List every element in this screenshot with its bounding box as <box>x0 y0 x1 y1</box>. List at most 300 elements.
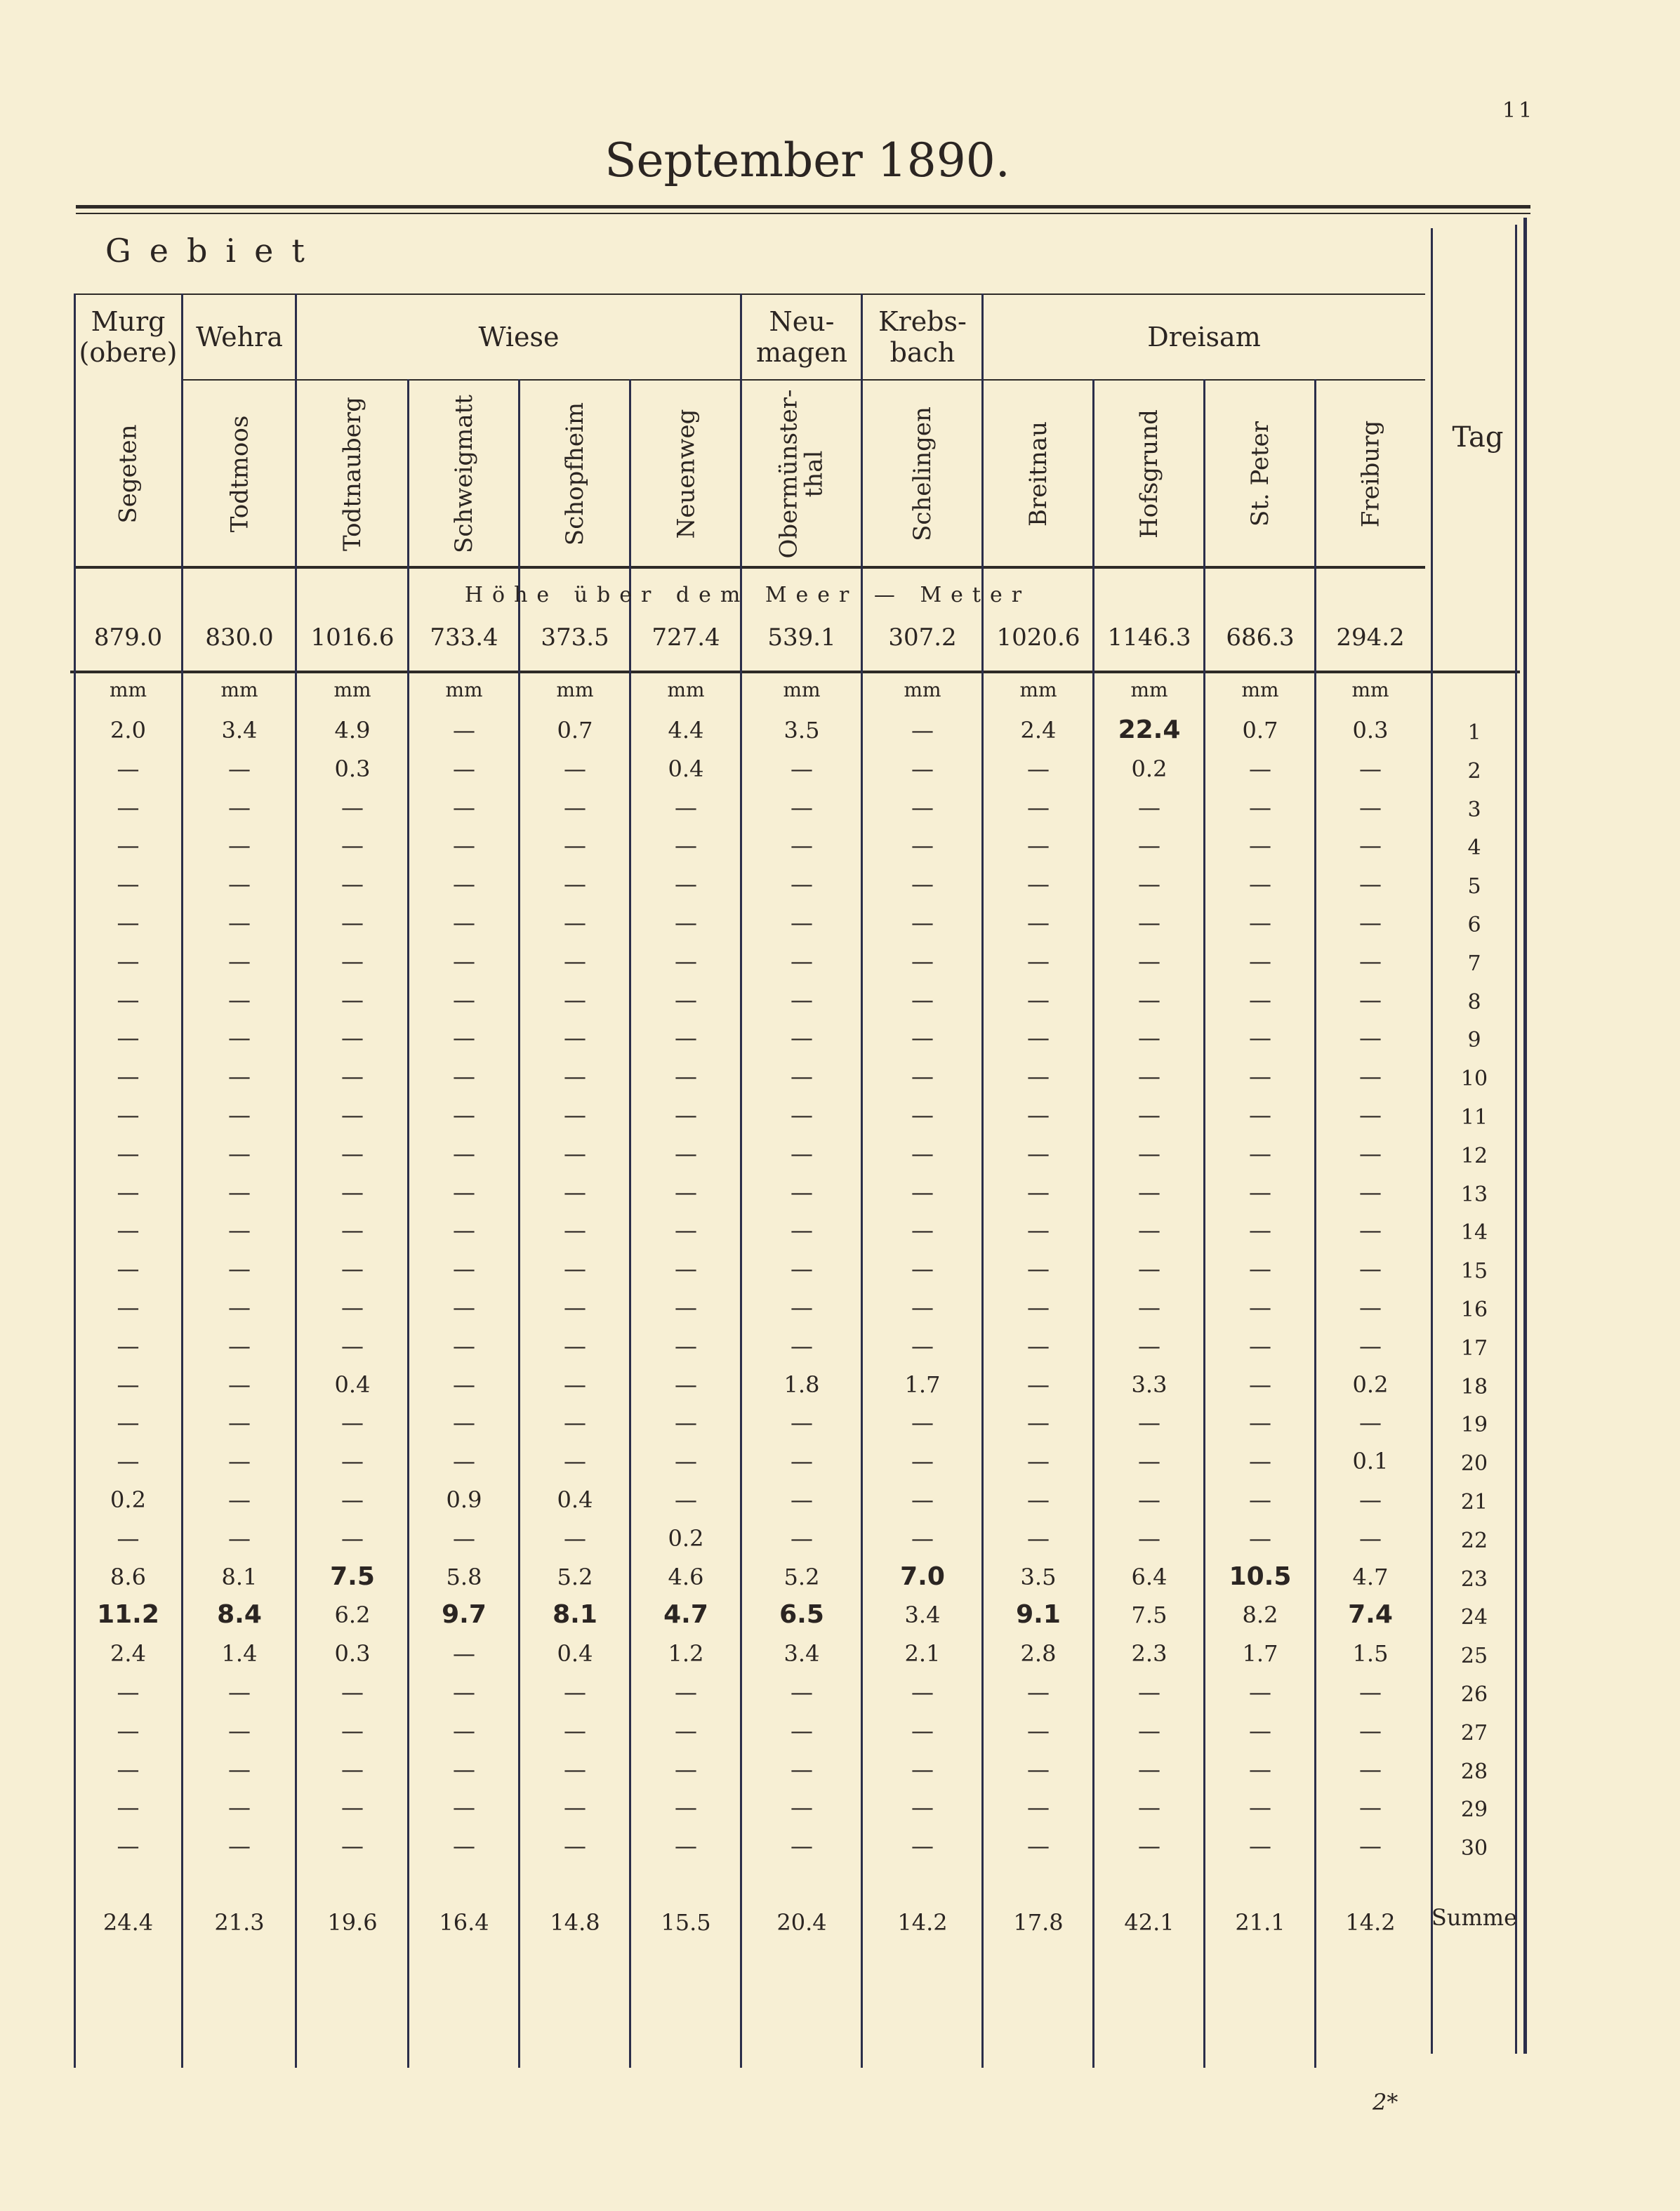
table-cell: — <box>675 1024 697 1051</box>
table-cell: — <box>1359 1525 1382 1552</box>
table-cell: — <box>1359 1679 1382 1705</box>
table-cell: — <box>453 1371 475 1398</box>
station-elevation: 294.2 <box>1336 623 1405 652</box>
station-header <box>296 386 409 562</box>
station-name: Breitnau <box>1024 421 1052 527</box>
table-cell: — <box>675 1717 697 1744</box>
table-cell: 1.2 <box>668 1640 704 1667</box>
table-cell: 0.4 <box>557 1640 593 1667</box>
table-cell: — <box>228 948 251 975</box>
table-cell: — <box>341 1717 364 1744</box>
table-cell: — <box>1249 1409 1271 1436</box>
table-cell: — <box>453 755 475 782</box>
table-cell: — <box>1027 755 1050 782</box>
table-cell: — <box>1359 1024 1382 1051</box>
summe-cell: 14.2 <box>1345 1909 1396 1936</box>
table-cell: 3.5 <box>783 717 820 744</box>
table-cell: — <box>564 1371 586 1398</box>
day-number: 27 <box>1460 1721 1488 1745</box>
station-rule <box>183 379 1425 381</box>
table-cell: 2.3 <box>1131 1640 1168 1667</box>
table-cell: — <box>911 1063 934 1090</box>
table-cell: — <box>341 1333 364 1359</box>
table-cell: — <box>564 832 586 859</box>
table-cell: — <box>675 1333 697 1359</box>
table-cell: — <box>1249 1756 1271 1783</box>
table-cell: — <box>791 1486 813 1513</box>
summe-cell: 19.6 <box>327 1909 378 1936</box>
unit-label: mm <box>1019 678 1057 701</box>
table-cell: — <box>453 1833 475 1859</box>
table-cell: — <box>911 1525 934 1552</box>
table-cell: — <box>341 1255 364 1282</box>
table-cell: — <box>453 1024 475 1051</box>
table-cell: — <box>675 1294 697 1321</box>
table-cell: — <box>1249 1179 1271 1206</box>
table-cell: — <box>453 1409 475 1436</box>
table-cell: — <box>1027 1525 1050 1552</box>
table-cell: 6.2 <box>334 1602 371 1628</box>
table-cell: — <box>453 1640 475 1667</box>
table-cell: 1.8 <box>783 1371 820 1398</box>
table-cell: — <box>1359 1333 1382 1359</box>
table-cell: — <box>1249 1333 1271 1359</box>
table-cell: — <box>1138 1255 1160 1282</box>
table-cell: 3.4 <box>221 717 258 744</box>
table-cell: — <box>1138 1486 1160 1513</box>
summe-cell: 17.8 <box>1013 1909 1064 1936</box>
table-cell: — <box>453 832 475 859</box>
table-cell: — <box>1027 1371 1050 1398</box>
table-cell: — <box>228 794 251 821</box>
table-cell: — <box>1249 1217 1271 1243</box>
table-cell: — <box>911 1255 934 1282</box>
table-cell: — <box>453 1063 475 1090</box>
table-cell: — <box>911 755 934 782</box>
day-number: 30 <box>1460 1836 1488 1861</box>
table-cell: — <box>791 948 813 975</box>
table-cell: — <box>341 1756 364 1783</box>
table-cell: — <box>117 1024 140 1051</box>
table-cell: — <box>453 1679 475 1705</box>
table-cell: — <box>117 909 140 936</box>
table-cell: — <box>1027 871 1050 897</box>
table-cell: — <box>564 1448 586 1474</box>
table-cell: 8.4 <box>217 1600 262 1629</box>
table-cell: 2.1 <box>904 1640 941 1667</box>
table-cell: — <box>341 986 364 1013</box>
unit-label: mm <box>1130 678 1168 701</box>
summe-cell: 16.4 <box>439 1909 489 1936</box>
table-cell: — <box>228 986 251 1013</box>
summe-cell: 14.8 <box>550 1909 600 1936</box>
table-cell: — <box>911 909 934 936</box>
table-cell: — <box>453 909 475 936</box>
table-cell: — <box>1027 1179 1050 1206</box>
table-cell: — <box>1249 909 1271 936</box>
table-cell: — <box>675 1140 697 1167</box>
table-cell: — <box>453 1140 475 1167</box>
table-cell: — <box>453 1179 475 1206</box>
station-elevation: 830.0 <box>205 623 274 652</box>
table-cell: — <box>564 1294 586 1321</box>
table-cell: — <box>791 1294 813 1321</box>
table-cell: — <box>228 1333 251 1359</box>
table-cell: — <box>1249 832 1271 859</box>
table-cell: — <box>791 1717 813 1744</box>
table-cell: — <box>117 755 140 782</box>
table-cell: — <box>1138 1448 1160 1474</box>
day-number: 15 <box>1460 1259 1488 1283</box>
group-label: Wehra <box>196 322 283 352</box>
table-cell: — <box>228 1179 251 1206</box>
table-cell: — <box>1138 1333 1160 1359</box>
table-cell: — <box>341 1063 364 1090</box>
unit-label: mm <box>1351 678 1389 701</box>
table-cell: — <box>1249 871 1271 897</box>
group-rule <box>74 293 1425 295</box>
day-number: 26 <box>1460 1682 1488 1707</box>
day-number: 5 <box>1467 874 1481 899</box>
table-cell: — <box>911 832 934 859</box>
table-cell: — <box>791 1024 813 1051</box>
table-cell: — <box>791 1063 813 1090</box>
table-cell: — <box>1138 1217 1160 1243</box>
table-cell: — <box>453 1102 475 1128</box>
table-cell: — <box>791 1255 813 1282</box>
table-cell: — <box>1138 1717 1160 1744</box>
table-cell: — <box>1027 1255 1050 1282</box>
table-cell: — <box>911 1486 934 1513</box>
table-cell: — <box>1027 909 1050 936</box>
station-name: Todtnauberg <box>338 397 366 551</box>
table-cell: — <box>228 1294 251 1321</box>
table-cell: — <box>564 1833 586 1859</box>
table-cell: — <box>675 1217 697 1243</box>
table-cell: — <box>1138 1525 1160 1552</box>
table-cell: — <box>117 1179 140 1206</box>
tag-header: Tag <box>1452 421 1504 454</box>
table-cell: 1.4 <box>221 1640 258 1667</box>
table-cell: — <box>228 1679 251 1705</box>
table-cell: — <box>117 1717 140 1744</box>
station-elevation: 1146.3 <box>1107 623 1191 652</box>
table-cell: — <box>341 1024 364 1051</box>
table-cell: — <box>341 832 364 859</box>
table-cell: — <box>117 1371 140 1398</box>
table-cell: 10.5 <box>1229 1562 1292 1591</box>
station-header <box>862 386 983 562</box>
gebiet-label: Gebiet <box>105 232 323 270</box>
table-cell: — <box>1359 1063 1382 1090</box>
table-cell: — <box>791 1217 813 1243</box>
table-cell: — <box>675 948 697 975</box>
table-cell: 0.2 <box>110 1486 146 1513</box>
table-cell: 0.4 <box>557 1486 593 1513</box>
table-cell: 1.5 <box>1352 1640 1389 1667</box>
station-name: Obermünster- thal <box>775 389 828 559</box>
day-number: 16 <box>1460 1298 1488 1322</box>
table-cell: 0.4 <box>334 1371 371 1398</box>
table-cell: — <box>564 1063 586 1090</box>
table-cell: — <box>564 871 586 897</box>
day-number: 3 <box>1467 798 1481 822</box>
table-cell: 0.2 <box>1131 755 1168 782</box>
table-cell: — <box>228 832 251 859</box>
table-cell: — <box>791 871 813 897</box>
unit-label: mm <box>667 678 705 701</box>
table-cell: — <box>791 1794 813 1821</box>
table-cell: — <box>1249 1102 1271 1128</box>
table-cell: — <box>564 1679 586 1705</box>
table-cell: — <box>675 1255 697 1282</box>
day-number: 17 <box>1460 1336 1488 1361</box>
table-cell: — <box>228 1409 251 1436</box>
station-elevation: 727.4 <box>652 623 720 652</box>
table-cell: — <box>228 1217 251 1243</box>
table-cell: — <box>453 1448 475 1474</box>
day-number: 1 <box>1467 720 1481 745</box>
table-cell: — <box>1359 1294 1382 1321</box>
table-cell: 0.3 <box>334 1640 371 1667</box>
table-cell: 2.8 <box>1020 1640 1057 1667</box>
station-header <box>630 386 741 562</box>
summe-cell: 42.1 <box>1124 1909 1175 1936</box>
table-cell: — <box>1249 1448 1271 1474</box>
table-cell: — <box>911 1794 934 1821</box>
table-cell: — <box>1359 794 1382 821</box>
table-cell: — <box>228 1833 251 1859</box>
table-cell: — <box>1138 1294 1160 1321</box>
summe-cell: 21.3 <box>214 1909 265 1936</box>
day-number: 2 <box>1467 759 1481 784</box>
table-cell: — <box>453 986 475 1013</box>
unit-label: mm <box>1241 678 1279 701</box>
table-cell: — <box>1027 1063 1050 1090</box>
table-cell: — <box>1249 1525 1271 1552</box>
summe-cell: 14.2 <box>897 1909 948 1936</box>
table-cell: — <box>675 832 697 859</box>
station-elevation: 733.4 <box>430 623 498 652</box>
table-cell: 3.5 <box>1020 1564 1057 1590</box>
table-cell: — <box>117 1102 140 1128</box>
elevation-rule <box>70 671 1520 673</box>
table-cell: 22.4 <box>1118 715 1181 744</box>
group-label: Dreisam <box>1147 322 1261 352</box>
table-cell: — <box>1027 986 1050 1013</box>
table-cell: — <box>564 986 586 1013</box>
table-cell: — <box>228 871 251 897</box>
table-cell: — <box>453 1525 475 1552</box>
table-cell: — <box>117 1063 140 1090</box>
table-cell: — <box>1249 1371 1271 1398</box>
table-cell: 1.7 <box>1242 1640 1278 1667</box>
table-cell: — <box>341 1525 364 1552</box>
table-cell: — <box>453 1756 475 1783</box>
table-cell: — <box>791 794 813 821</box>
day-number: 28 <box>1460 1760 1488 1784</box>
table-cell: — <box>1359 1140 1382 1167</box>
station-name: Schopfheim <box>561 402 589 546</box>
table-cell: 5.2 <box>557 1564 593 1590</box>
table-cell: — <box>911 1217 934 1243</box>
table-cell: — <box>228 1717 251 1744</box>
table-cell: — <box>675 986 697 1013</box>
table-cell: 6.4 <box>1131 1564 1168 1590</box>
table-cell: 11.2 <box>97 1600 159 1629</box>
day-number: 19 <box>1460 1413 1488 1437</box>
station-name: Segeten <box>114 424 143 524</box>
table-cell: 0.7 <box>557 717 593 744</box>
table-cell: — <box>341 1679 364 1705</box>
table-cell: — <box>911 1024 934 1051</box>
table-cell: 0.7 <box>1242 717 1278 744</box>
table-cell: 0.9 <box>446 1486 482 1513</box>
table-cell: — <box>1359 755 1382 782</box>
table-cell: — <box>1249 1255 1271 1282</box>
table-cell: — <box>228 1371 251 1398</box>
station-header <box>520 386 630 562</box>
table-cell: — <box>341 1179 364 1206</box>
unit-label: mm <box>445 678 483 701</box>
table-cell: — <box>1138 1679 1160 1705</box>
table-cell: — <box>911 1717 934 1744</box>
table-cell: 2.4 <box>110 1640 146 1667</box>
table-cell: — <box>791 1756 813 1783</box>
table-cell: — <box>1138 832 1160 859</box>
table-cell: — <box>675 1756 697 1783</box>
table-cell: — <box>911 717 934 744</box>
table-cell: 5.2 <box>783 1564 820 1590</box>
station-header <box>74 386 183 562</box>
table-cell: — <box>791 1679 813 1705</box>
table-cell: — <box>341 1486 364 1513</box>
table-cell: — <box>1027 1409 1050 1436</box>
table-cell: — <box>1359 1756 1382 1783</box>
table-cell: 8.6 <box>110 1564 146 1590</box>
table-cell: 9.7 <box>442 1600 487 1629</box>
table-cell: — <box>228 1448 251 1474</box>
table-cell: — <box>228 1140 251 1167</box>
table-cell: — <box>911 1179 934 1206</box>
table-cell: — <box>1249 1679 1271 1705</box>
day-number: 6 <box>1467 913 1481 937</box>
table-cell: — <box>564 1756 586 1783</box>
table-cell: — <box>911 948 934 975</box>
table-cell: — <box>341 1833 364 1859</box>
station-elevation: 686.3 <box>1226 623 1295 652</box>
table-cell: 0.1 <box>1352 1448 1389 1474</box>
table-cell: — <box>228 755 251 782</box>
table-cell: — <box>341 1448 364 1474</box>
table-cell: — <box>117 1448 140 1474</box>
station-header <box>1205 386 1316 562</box>
table-cell: — <box>675 871 697 897</box>
top-rule-thin <box>76 213 1530 214</box>
table-cell: 0.3 <box>334 755 371 782</box>
table-cell: — <box>1027 1333 1050 1359</box>
table-cell: — <box>117 1333 140 1359</box>
table-cell: — <box>911 1140 934 1167</box>
table-cell: — <box>117 1525 140 1552</box>
table-cell: — <box>1359 1255 1382 1282</box>
table-cell: — <box>341 948 364 975</box>
table-cell: — <box>1249 1794 1271 1821</box>
table-cell: — <box>117 1679 140 1705</box>
table-cell: 4.6 <box>668 1564 704 1590</box>
table-cell: — <box>675 794 697 821</box>
table-cell: — <box>1027 1794 1050 1821</box>
station-header <box>983 386 1094 562</box>
table-cell: — <box>1138 986 1160 1013</box>
table-cell: — <box>791 1333 813 1359</box>
day-number: 13 <box>1460 1182 1488 1207</box>
station-elevation: 539.1 <box>767 623 836 652</box>
table-cell: — <box>228 1794 251 1821</box>
day-number: 10 <box>1460 1067 1488 1091</box>
summe-cell: 21.1 <box>1235 1909 1285 1936</box>
table-cell: — <box>1027 1294 1050 1321</box>
table-cell: — <box>453 1717 475 1744</box>
table-cell: 3.4 <box>904 1602 941 1628</box>
day-number: 8 <box>1467 990 1481 1015</box>
table-cell: — <box>1249 755 1271 782</box>
table-cell: — <box>228 1102 251 1128</box>
day-number: 18 <box>1460 1375 1488 1399</box>
table-cell: — <box>117 1294 140 1321</box>
table-cell: — <box>564 1102 586 1128</box>
summe-cell: 24.4 <box>102 1909 154 1936</box>
table-cell: — <box>1027 794 1050 821</box>
table-cell: — <box>911 794 934 821</box>
table-cell: — <box>1359 1217 1382 1243</box>
station-header <box>1316 386 1425 562</box>
table-cell: — <box>1138 1756 1160 1783</box>
table-cell: — <box>228 1486 251 1513</box>
station-name: Schweigmatt <box>450 395 478 553</box>
table-cell: 0.4 <box>668 755 704 782</box>
group-label: Murg (obere) <box>79 306 178 368</box>
table-cell: — <box>341 871 364 897</box>
table-cell: — <box>1249 948 1271 975</box>
right-rule-2 <box>1523 218 1527 2054</box>
table-cell: — <box>228 1063 251 1090</box>
table-cell: — <box>453 717 475 744</box>
table-cell: — <box>675 1833 697 1859</box>
table-cell: — <box>911 1833 934 1859</box>
summe-label: Summe <box>1431 1904 1518 1931</box>
table-cell: — <box>564 1409 586 1436</box>
unit-label: mm <box>783 678 821 701</box>
day-number: 9 <box>1467 1028 1481 1052</box>
table-cell: — <box>911 1756 934 1783</box>
table-cell: — <box>453 948 475 975</box>
group-label: Wiese <box>478 322 560 352</box>
table-cell: — <box>117 1217 140 1243</box>
table-cell: — <box>675 1063 697 1090</box>
table-cell: — <box>564 755 586 782</box>
table-cell: — <box>564 1794 586 1821</box>
table-cell: — <box>564 1255 586 1282</box>
table-cell: 6.5 <box>779 1600 824 1629</box>
table-cell: — <box>1359 1102 1382 1128</box>
table-cell: — <box>564 1717 586 1744</box>
station-name: St. Peter <box>1245 421 1274 527</box>
table-cell: — <box>1359 1409 1382 1436</box>
day-number: 24 <box>1460 1605 1488 1630</box>
table-cell: — <box>1359 1486 1382 1513</box>
table-cell: — <box>1359 1833 1382 1859</box>
